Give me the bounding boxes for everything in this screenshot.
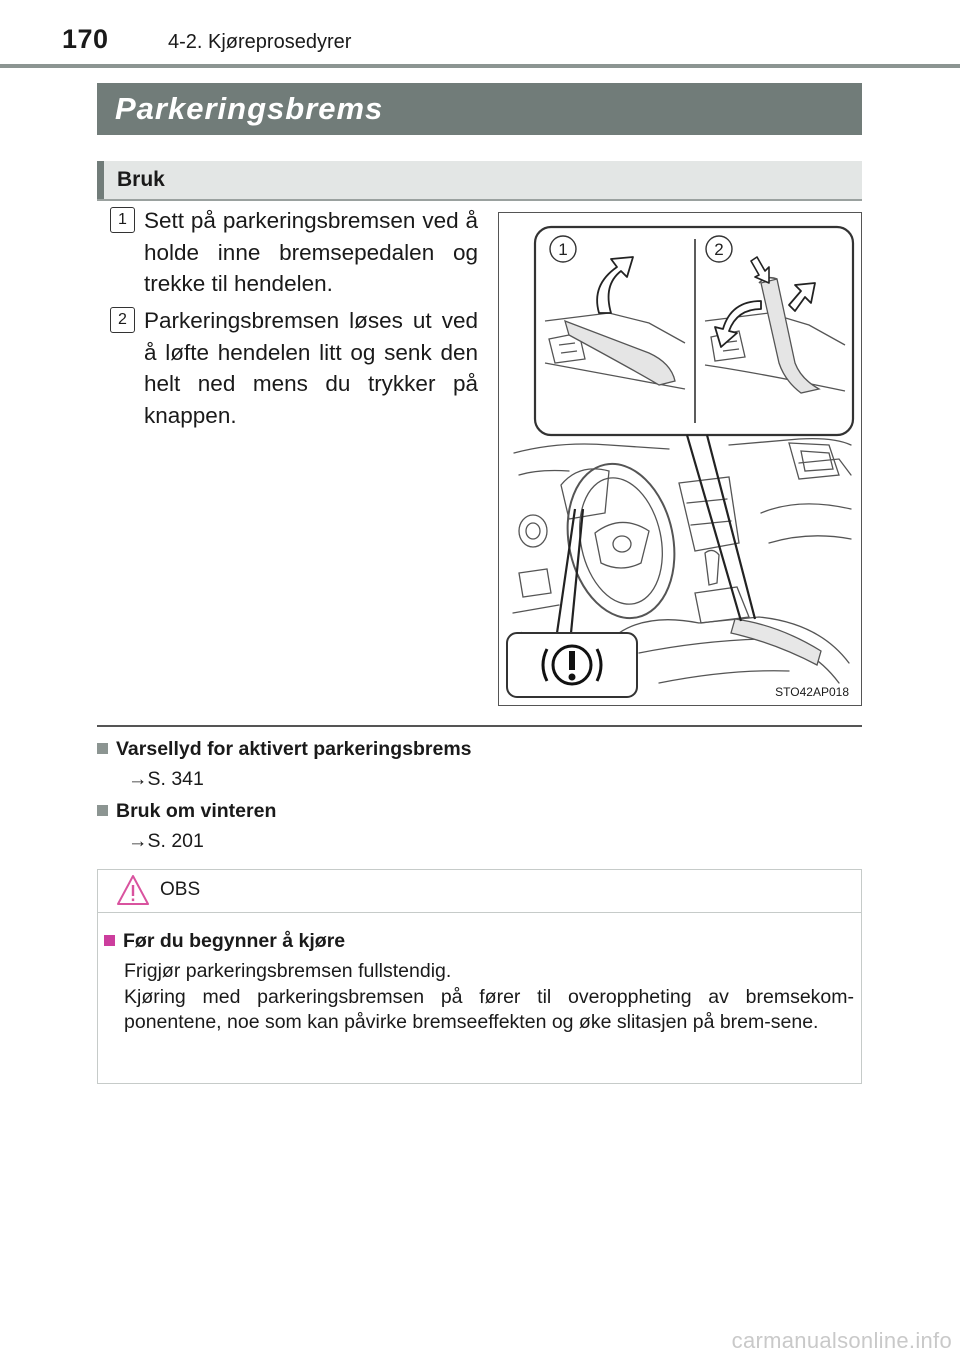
note-heading-winter-use: Bruk om vinteren (97, 800, 276, 823)
note-reference-link[interactable]: →S. 341 (128, 768, 204, 790)
section-divider (97, 725, 862, 727)
section-label: 4-2. Kjøreprosedyrer (168, 31, 352, 53)
bullet-square (104, 935, 115, 946)
note-heading-warning-sound: Varsellyd for aktivert parkeringsbrems (97, 738, 472, 761)
caution-body: Frigjør parkeringsbremsen fullstendig. Kjøring med parkeringsbremsen på fører til overoppheting av bremsekom-ponentene, noe som kan påvirke bremseeffekten og øke slitasjen på brem-sene. (124, 960, 854, 1033)
note-reference-link[interactable]: →S. 201 (128, 830, 204, 852)
figure-code: STO42AP018 (775, 685, 849, 699)
callout-2-label: 2 (714, 240, 724, 259)
caution-label: OBS (160, 879, 201, 900)
subsection-accent (97, 161, 104, 199)
step-number-badge: 2 (110, 307, 135, 333)
header-divider (0, 64, 960, 68)
subsection-bar (97, 161, 862, 201)
page-title: Parkeringsbrems (115, 91, 384, 126)
step-1 (110, 205, 478, 300)
step-2 (110, 305, 478, 431)
step-number-badge: 1 (110, 207, 135, 233)
step-text: Parkeringsbremsen løses ut ved å løfte hendelen litt og senk den helt ned mens du trykker på knappen. (144, 308, 478, 428)
title-bar (97, 83, 862, 135)
subsection-title: Bruk (117, 168, 165, 191)
parking-brake-illustration (498, 212, 862, 706)
watermark: carmanualsonline.info (731, 1328, 952, 1353)
caution-box (97, 869, 862, 1084)
callout-1-label: 1 (558, 240, 568, 259)
warning-triangle-icon (115, 873, 151, 907)
caution-header (98, 870, 861, 913)
bullet-square (97, 743, 108, 754)
step-text: Sett på parkeringsbremsen ved å holde inne bremsepedalen og trekke til hendelen. (144, 208, 478, 296)
page-number: 170 (62, 24, 109, 54)
illustration-drawing (499, 213, 862, 706)
caution-heading: Før du begynner å kjøre (104, 930, 345, 953)
bullet-square (97, 805, 108, 816)
